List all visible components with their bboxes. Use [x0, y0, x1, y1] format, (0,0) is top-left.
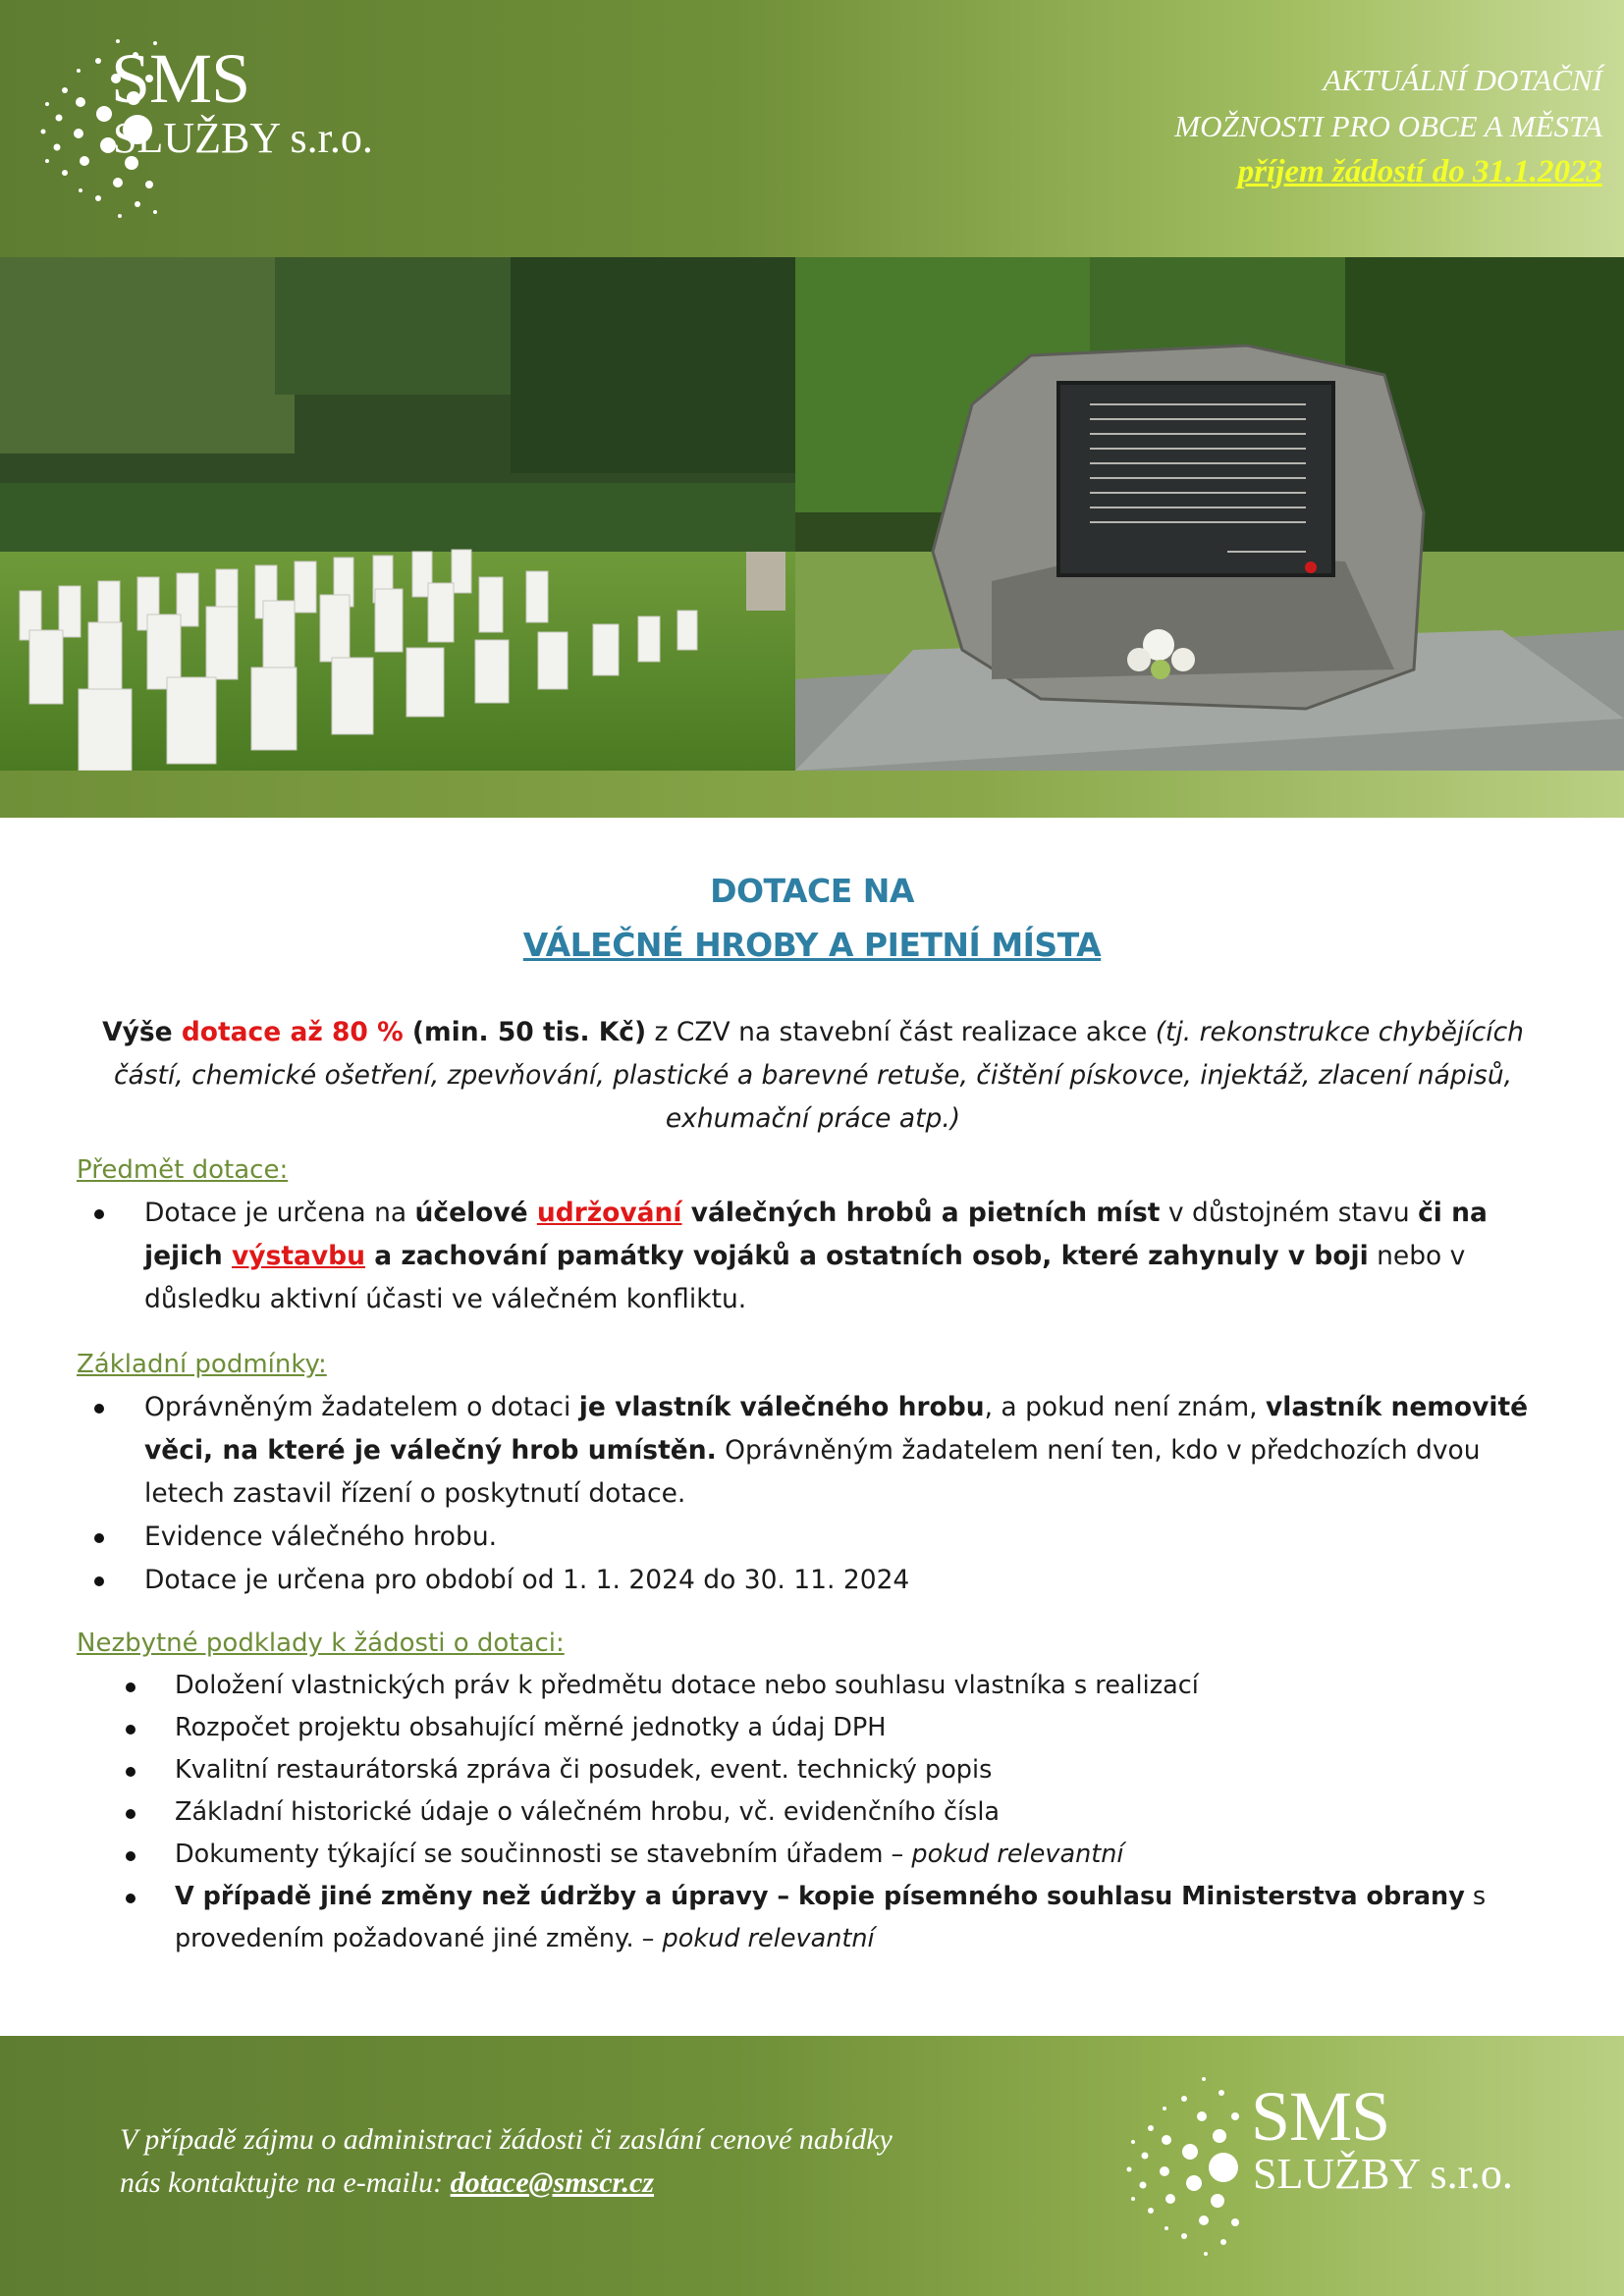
cond1-t2: je vlastník válečného hrobu — [578, 1392, 985, 1422]
bullet-icon — [94, 1533, 104, 1543]
deadline-text: příjem žádostí do 31.1.2023 — [1237, 154, 1602, 189]
bullet-icon — [126, 1682, 135, 1692]
memorial-illustration — [795, 257, 1624, 771]
subject-t5: v důstojném stavu — [1160, 1198, 1419, 1228]
doc6-bold: V případě jiné změny než údržby a úpravy – kopie písemného souhlasu Ministerstva obrany — [175, 1882, 1465, 1911]
subject-t3: udržování — [536, 1198, 682, 1228]
logo-sms-text: SMS — [1251, 2077, 1390, 2156]
list-item — [77, 1707, 1549, 1749]
cond1-t1: Oprávněným žadatelem o dotaci — [144, 1392, 579, 1422]
green-separator-band — [0, 771, 1624, 818]
list-item — [77, 1791, 1549, 1834]
bullet-icon — [94, 1576, 104, 1586]
bullet-icon — [126, 1809, 135, 1819]
photo-strip — [0, 257, 1624, 771]
doc-text: Rozpočet projektu obsahující měrné jednotky a údaj DPH — [175, 1713, 887, 1742]
section-heading-documents: Nezbytné podklady k žádosti o dotaci: — [77, 1629, 565, 1658]
footer-contact — [120, 2118, 1102, 2205]
intro-examples: (tj. rekonstrukce chybějících částí, chemické ošetření, zpevňování, plastické a barevné retuše, čištění pískovce, injektáž, zlacení nápisů, exhumační práce atp.) — [113, 1017, 1524, 1134]
list-item — [77, 1665, 1549, 1707]
company-logo — [39, 35, 501, 222]
cond2-text: Evidence válečného hrobu. — [144, 1522, 498, 1552]
list-item — [77, 1834, 1549, 1876]
tagline-line-1: AKTUÁLNÍ DOTAČNÍ — [1323, 63, 1602, 97]
list-item — [77, 1192, 1549, 1321]
war-cemetery-photo — [0, 257, 795, 771]
list-item — [77, 1386, 1549, 1516]
page-title-line-1: DOTACE NA — [710, 872, 914, 910]
list-item — [77, 1559, 1549, 1602]
bullet-icon — [126, 1894, 135, 1903]
intro-bold-lead: Výše — [102, 1017, 182, 1047]
subject-t9: nebo v důsledku aktivní účasti ve válečném konfliktu. — [144, 1241, 1466, 1314]
doc6-note: pokud relevantní — [662, 1924, 875, 1953]
subject-list — [77, 1192, 1549, 1321]
tagline-line-2: MOŽNOSTI PRO OBCE A MĚSTA — [1174, 109, 1602, 143]
section-heading-conditions: Základní podmínky: — [77, 1350, 327, 1379]
subject-t6: či na jejich — [144, 1198, 1488, 1271]
subject-t8: a zachování památky vojáků a ostatních osob, které zahynuly v boji — [365, 1241, 1369, 1271]
intro-minimum: (min. 50 tis. Kč) — [403, 1017, 647, 1047]
intro-percentage: dotace až 80 % — [181, 1017, 404, 1047]
bullet-icon — [126, 1851, 135, 1861]
footer-banner — [0, 2036, 1624, 2296]
conditions-list — [77, 1386, 1549, 1602]
footer-line-2-prefix: nás kontaktujte na e-mailu: — [120, 2166, 451, 2199]
intro-paragraph — [77, 1011, 1549, 1141]
list-item — [77, 1516, 1549, 1559]
doc-text: Kvalitní restaurátorská zpráva či posudek, event. technický popis — [175, 1755, 993, 1785]
subject-t1: Dotace je určena na — [144, 1198, 415, 1228]
page-title-line-2: VÁLEČNÉ HROBY A PIETNÍ MÍSTA — [522, 926, 1102, 964]
subject-t4: válečných hrobů a pietních míst — [681, 1198, 1161, 1228]
doc5-text: Dokumenty týkající se součinnosti se stavebním úřadem – — [175, 1840, 912, 1869]
bullet-icon — [126, 1767, 135, 1777]
logo-sluzby-text: SLUŽBY s.r.o. — [113, 114, 373, 162]
footer-line-1: V případě zájmu o administraci žádosti či zaslání cenové nabídky — [120, 2123, 893, 2156]
footer-line-2 — [120, 2162, 1102, 2205]
footer-company-logo — [1127, 2073, 1589, 2260]
documents-list — [77, 1665, 1549, 1960]
intro-source: z CZV na stavební část realizace akce — [646, 1017, 1156, 1047]
contact-email-link[interactable]: dotace@smscr.cz — [450, 2166, 655, 2199]
doc6-text: s provedením požadované jiné změny. – — [175, 1882, 1487, 1953]
subject-t2: účelové — [414, 1198, 537, 1228]
bullet-icon — [94, 1404, 104, 1414]
main-content — [77, 1011, 1549, 1960]
cond1-t3: , a pokud není znám, — [984, 1392, 1266, 1422]
bullet-icon — [126, 1725, 135, 1735]
cond3-text: Dotace je určena pro období od 1. 1. 2024 do 30. 11. 2024 — [144, 1565, 910, 1595]
section-heading-subject: Předmět dotace: — [77, 1155, 289, 1185]
doc-text: Základní historické údaje o válečném hrobu, vč. evidenčního čísla — [175, 1797, 1001, 1827]
header-tagline — [719, 57, 1602, 195]
doc-text: Doložení vlastnických práv k předmětu dotace nebo souhlasu vlastníka s realizací — [175, 1671, 1199, 1700]
cond1-t5: Oprávněným žadatelem není ten, kdo v předchozích dvou letech zastavil řízení o poskytnutí dotace. — [144, 1435, 1481, 1509]
doc5-note: pokud relevantní — [911, 1840, 1124, 1869]
list-item — [77, 1749, 1549, 1791]
cemetery-illustration — [0, 257, 795, 771]
logo-sms-text: SMS — [111, 39, 250, 118]
list-item — [77, 1876, 1549, 1960]
logo-sluzby-text: SLUŽBY s.r.o. — [1253, 2150, 1513, 2198]
stone-memorial-photo — [795, 257, 1624, 771]
cond1-t4: vlastník nemovité věci, na které je válečný hrob umístěn. — [144, 1392, 1529, 1466]
subject-t7: výstavbu — [232, 1241, 366, 1271]
header-banner — [0, 0, 1624, 257]
bullet-icon — [94, 1209, 104, 1219]
